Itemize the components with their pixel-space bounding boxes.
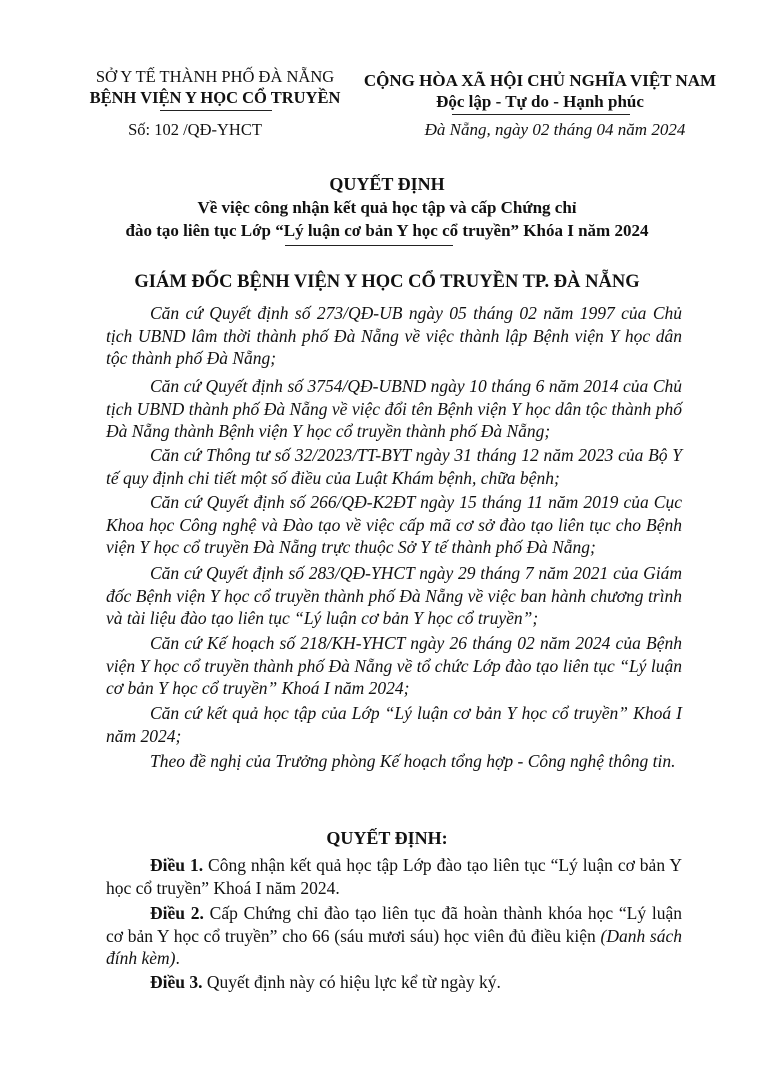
article-2: Điều 2. Cấp Chứng chỉ đào tạo liên tục đã hoàn thành khóa học “Lý luận cơ bản Y học cổ truyền” cho 66 (sáu mươi sáu) học viên đủ điều kiện (Danh sách đính kèm).	[106, 903, 683, 968]
subject-line-2: đào tạo liên tục Lớp “Lý luận cơ bản Y học cổ truyền” Khóa I năm 2024	[125, 221, 649, 240]
legal-basis-7: Căn cứ kết quả học tập của Lớp “Lý luận cơ bản Y học cổ truyền” Khoá I năm 2024;	[106, 703, 682, 746]
legal-basis-3: Căn cứ Thông tư số 32/2023/TT-BYT ngày 31 tháng 12 năm 2023 của Bộ Y tế quy định chi tiết một số điều của Luật Khám bệnh, chữa bệnh;	[106, 445, 682, 488]
legal-basis-5: Căn cứ Quyết định số 283/QĐ-YHCT ngày 29 tháng 7 năm 2021 của Giám đốc Bệnh viện Y học cổ truyền thành phố Đà Nẵng về việc ban hành chương trình và tài liệu đào tạo liên tục “Lý luận cơ bản Y học cổ truyền”;	[106, 563, 682, 628]
proposal-basis: Theo đề nghị của Trưởng phòng Kế hoạch tổng hợp - Công nghệ thông tin.	[150, 751, 676, 771]
article-1: Điều 1. Công nhận kết quả học tập Lớp đào tạo liên tục “Lý luận cơ bản Y học cổ truyền” Khoá I năm 2024.	[106, 855, 683, 898]
document-number: Số: 102 /QĐ-YHCT	[128, 120, 262, 139]
subject-line-1: Về việc công nhận kết quả học tập và cấp Chứng chỉ	[197, 198, 577, 217]
legal-basis-6: Căn cứ Kế hoạch số 218/KH-YHCT ngày 26 tháng 02 năm 2024 của Bệnh viện Y học cổ truyền thành phố Đà Nẵng về tổ chức Lớp đào tạo liên tục “Lý luận cơ bản Y học cổ truyền” Khoá I năm 2024;	[106, 633, 682, 698]
issue-date: Đà Nẵng, ngày 02 tháng 04 năm 2024	[424, 120, 686, 139]
national-title: CỘNG HÒA XÃ HỘI CHỦ NGHĨA VIỆT NAM	[363, 71, 717, 90]
issuing-authority: GIÁM ĐỐC BỆNH VIỆN Y HỌC CỔ TRUYỀN TP. ĐÀ NẴNG	[134, 272, 640, 292]
department-name: SỞ Y TẾ THÀNH PHỐ ĐÀ NẴNG	[95, 67, 335, 86]
legal-basis-2: Căn cứ Quyết định số 3754/QĐ-UBND ngày 10 tháng 6 năm 2014 của Chủ tịch UBND thành phố Đà Nẵng về việc đổi tên Bệnh viện Y học dân tộc thành phố Đà Nẵng thành Bệnh viện Y học cổ truyền thành phố Đà Nẵng;	[106, 376, 682, 441]
hospital-name: BỆNH VIỆN Y HỌC CỔ TRUYỀN	[89, 88, 341, 107]
hospital-underline	[160, 110, 272, 111]
legal-basis-4: Căn cứ Quyết định số 266/QĐ-K2ĐT ngày 15 tháng 11 năm 2019 của Cục Khoa học Công nghệ và Đào tạo về việc cấp mã cơ sở đào tạo liên tục cho Bệnh viện Y học cổ truyền Đà Nẵng trực thuộc Sở Y tế thành phố Đà Nẵng;	[106, 492, 682, 557]
article-3: Điều 3. Quyết định này có hiệu lực kể từ ngày ký.	[150, 972, 501, 992]
subject-underline	[285, 245, 453, 246]
document-type-heading: QUYẾT ĐỊNH	[329, 174, 445, 194]
national-motto: Độc lập - Tự do - Hạnh phúc	[436, 92, 644, 111]
decision-heading: QUYẾT ĐỊNH:	[326, 828, 448, 848]
motto-underline	[452, 114, 630, 115]
legal-basis-1: Căn cứ Quyết định số 273/QĐ-UB ngày 05 tháng 02 năm 1997 của Chủ tịch UBND lâm thời thành phố Đà Nẵng về việc thành lập Bệnh viện Y học dân tộc thành phố Đà Nẵng;	[106, 303, 682, 368]
